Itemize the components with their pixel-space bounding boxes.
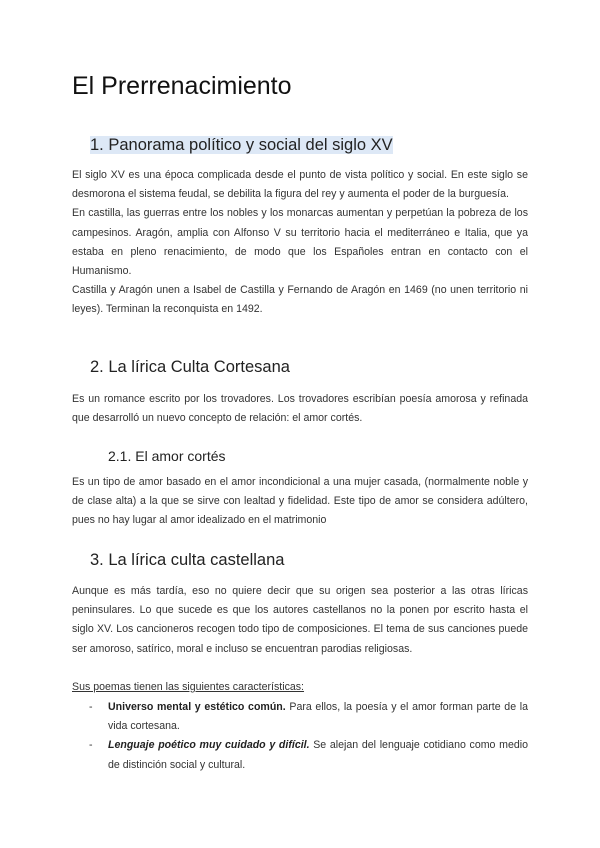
page-title: El Prerrenacimiento xyxy=(72,72,292,100)
list-item-text: Se alejan del lenguaje cotidiano como medio de distinción social y cultural. xyxy=(108,739,529,771)
list-item xyxy=(72,736,528,774)
section-2-1-paragraph: Es un tipo de amor basado en el amor incondicional a una mujer casada, (normalmente noble y de clase alta) a la que se sirve con lealtad y fidelidad. Este tipo de amor se considera adúltero, pues no hay lugar al amor idealizado en el matrimonio xyxy=(72,476,528,527)
dash-bullet-icon: - xyxy=(89,739,93,752)
section-1-paragraph-3: Castilla y Aragón unen a Isabel de Castilla y Fernando de Aragón en 1469 (no unen territorio ni leyes). Terminan la reconquista en 1492. xyxy=(72,284,528,316)
list-item-text: Para ellos, la poesía y el amor forman parte de la vida cortesana. xyxy=(108,701,528,733)
section-2-heading: 2. La lírica Culta Cortesana xyxy=(90,358,290,376)
list-item-bold: Lenguaje poético muy cuidado y difícil. xyxy=(108,739,310,752)
section-3-paragraph: Aunque es más tardía, eso no quiere decir que su origen sea posterior a las otras líricas peninsulares. Lo que sucede es que los autores castellanos no la ponen por escrito hasta el siglo XV. Los cancioneros recogen todo tipo de composiciones. El tema de sus canciones puede ser amoroso, satírico, moral e incluso se encuentran parodias religiosas. xyxy=(72,585,528,655)
section-1-body xyxy=(72,166,528,320)
list-item xyxy=(72,698,528,736)
section-1-heading-text: 1. Panorama político y social del siglo XV xyxy=(90,136,393,154)
section-1-heading xyxy=(90,136,393,155)
characteristics-list xyxy=(72,698,528,775)
list-item-bold: Universo mental y estético común. xyxy=(108,701,286,713)
section-1-paragraph-2: En castilla, las guerras entre los nobles y los monarcas aumentan y perpetúan la pobreza de los campesinos. Aragón, amplia con Alfonso V su territorio hacia el mediterráneo e Italia, que ya estaba en pleno renacimiento, de modo que los Españoles entran en contacto con el Humanismo. xyxy=(72,207,528,278)
section-3-heading: 3. La lírica culta castellana xyxy=(90,551,285,569)
section-2-paragraph: Es un romance escrito por los trovadores. Los trovadores escribían poesía amorosa y refinada que desarrolló un nuevo concepto de relación: el amor cortés. xyxy=(72,393,528,425)
dash-bullet-icon: - xyxy=(89,701,93,713)
section-2-1-heading: 2.1. El amor cortés xyxy=(108,448,226,464)
characteristics-intro: Sus poemas tienen las siguientes características: xyxy=(72,681,305,693)
section-1-paragraph-1: El siglo XV es una época complicada desde el punto de vista político y social. En este siglo se desmorona el sistema feudal, se debilita la figura del rey y aumenta el poder de la burguesía. xyxy=(72,169,528,201)
